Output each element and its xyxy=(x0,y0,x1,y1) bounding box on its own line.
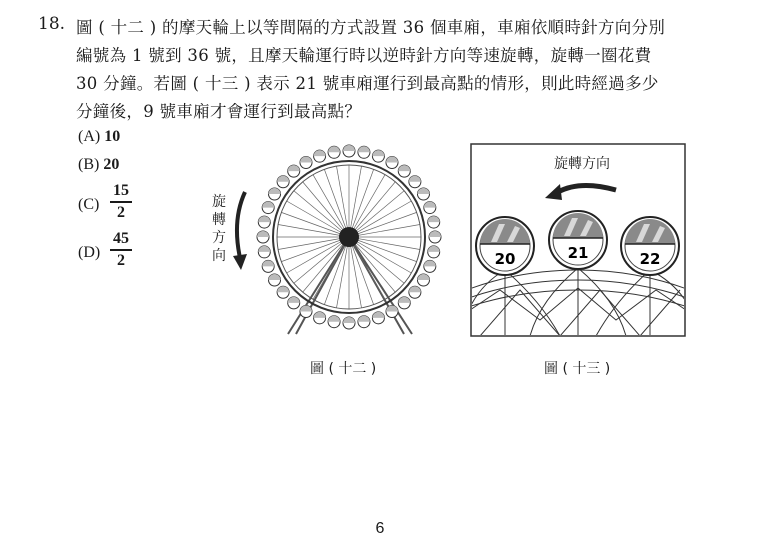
wheel-cabin xyxy=(343,145,355,157)
option-a[interactable] xyxy=(78,128,120,146)
wheel-cabin xyxy=(269,188,281,200)
wheel-cabin xyxy=(428,216,440,228)
cabin-number: 20 xyxy=(494,250,516,268)
figure-13-wheel-top xyxy=(470,143,686,337)
wheel-cabin xyxy=(398,297,410,309)
wheel-hub xyxy=(339,227,359,247)
wheel-cabin xyxy=(417,188,429,200)
wheel-cabin xyxy=(288,165,300,177)
question-line-4: 分鐘後，9 號車廂才會運行到最高點？ xyxy=(76,102,362,121)
option-c-numerator: 15 xyxy=(113,182,129,199)
wheel-cabin xyxy=(386,157,398,169)
option-d-numerator: 45 xyxy=(113,230,129,247)
wheel-cabin xyxy=(372,150,384,162)
wheel-cabin xyxy=(358,316,370,328)
cabin-22 xyxy=(621,217,679,275)
question-line-2: 編號為 1 號到 36 號，且摩天輪運行時以逆時針方向等速旋轉，旋轉一圈花費 xyxy=(76,46,652,65)
rotation-char-1: 旋 xyxy=(212,194,226,210)
option-d-fraction xyxy=(110,230,132,270)
wheel-cabin xyxy=(417,274,429,286)
wheel-cabin xyxy=(277,286,289,298)
wheel-cabin xyxy=(262,260,274,272)
rotation-char-2: 轉 xyxy=(212,212,226,228)
wheel-cabin xyxy=(428,246,440,258)
wheel-cabin xyxy=(409,286,421,298)
cabin-20 xyxy=(476,217,534,275)
wheel-cabin xyxy=(328,316,340,328)
rotation-text: 旋轉方向 xyxy=(554,156,610,172)
figure-13-cabins xyxy=(476,211,679,275)
option-c-label: (C) xyxy=(78,196,100,213)
option-d[interactable] xyxy=(78,244,100,262)
fraction-bar xyxy=(110,249,132,251)
option-a-value: 10 xyxy=(104,128,121,145)
option-b-value: 20 xyxy=(103,156,120,173)
option-c-denominator: 2 xyxy=(117,203,125,221)
cabin-number: 21 xyxy=(567,244,589,262)
wheel-cabin xyxy=(257,231,269,243)
wheel-cabin xyxy=(424,202,436,214)
wheel-cabin xyxy=(424,260,436,272)
option-c[interactable] xyxy=(78,196,99,214)
wheel-cabin xyxy=(314,150,326,162)
question-number: 18. xyxy=(38,14,66,34)
wheel-cabin xyxy=(372,312,384,324)
wheel-cabin xyxy=(409,176,421,188)
wheel-cabin xyxy=(277,176,289,188)
figure-12-caption: 圖 ( 十二 ) xyxy=(310,361,377,377)
wheel-cabin xyxy=(328,146,340,158)
wheel-cabin xyxy=(258,246,270,258)
wheel-cabin xyxy=(429,231,441,243)
option-d-denominator: 2 xyxy=(117,251,125,269)
question-line-3: 30 分鐘。若圖 ( 十三 ) 表示 21 號車廂運行到最高點的情形，則此時經過多少 xyxy=(76,74,659,93)
wheel-cabin xyxy=(386,305,398,317)
rotation-char-3: 方 xyxy=(212,230,226,246)
option-c-fraction xyxy=(110,182,132,222)
rotation-arrowhead-icon xyxy=(233,254,247,270)
fraction-bar xyxy=(110,201,132,203)
wheel-cabin xyxy=(300,157,312,169)
figure-13-caption: 圖 ( 十三 ) xyxy=(544,361,611,377)
figure-12-ferris-wheel xyxy=(190,135,460,345)
option-b-label: (B) xyxy=(78,156,100,173)
wheel-cabin xyxy=(358,146,370,158)
question-line-1: 圖 ( 十二 ) 的摩天輪上以等間隔的方式設置 36 個車廂，車廂依順時針方向分別 xyxy=(76,18,666,37)
wheel-cabin xyxy=(300,305,312,317)
cabin-number: 22 xyxy=(639,250,661,268)
wheel-cabin xyxy=(288,297,300,309)
rotation-direction-label xyxy=(212,194,226,264)
cabin-21 xyxy=(549,211,607,269)
wheel-cabin xyxy=(398,165,410,177)
wheel-cabin xyxy=(343,317,355,329)
wheel-cabin xyxy=(262,202,274,214)
option-d-label: (D) xyxy=(78,244,101,261)
rotation-char-4: 向 xyxy=(212,248,226,264)
wheel-cabin xyxy=(258,216,270,228)
option-a-label: (A) xyxy=(78,128,101,145)
wheel-cabin xyxy=(269,274,281,286)
wheel-cabin xyxy=(314,312,326,324)
option-b[interactable] xyxy=(78,156,119,174)
page-number: 6 xyxy=(375,520,385,537)
rotation-arrow-icon xyxy=(237,192,245,258)
